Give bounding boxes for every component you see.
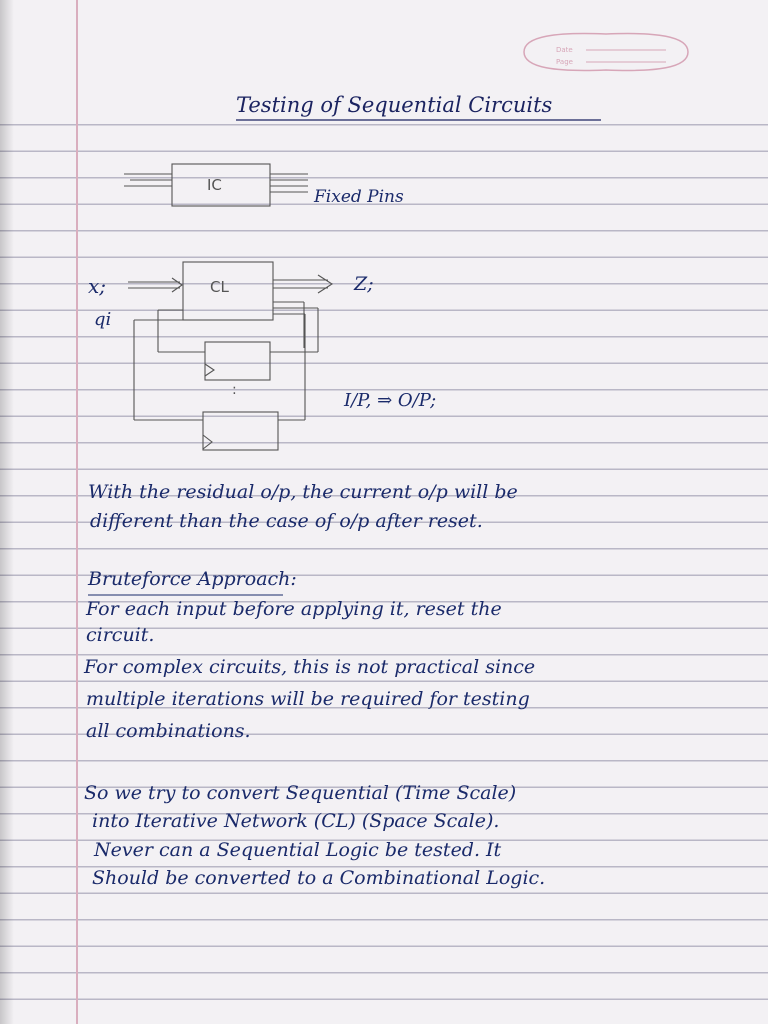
- cl-label: CL: [210, 278, 229, 296]
- paragraph1-line2: different than the case of o/p after reset.: [90, 510, 483, 532]
- stamp-page-label: Page: [556, 58, 573, 66]
- margin-line: [76, 0, 78, 1024]
- paragraph2-line2: circuit.: [86, 624, 155, 646]
- page-binding-shadow: [0, 0, 14, 1024]
- page-title: Testing of Sequential Circuits: [236, 93, 553, 117]
- paragraph3-line2: into Iterative Network (CL) (Space Scale).: [92, 810, 500, 832]
- circuit-drawing: [80, 150, 520, 470]
- title-underline: [236, 116, 606, 124]
- state-label: qi: [94, 309, 112, 330]
- io-relation-label: I/P, ⇒ O/P;: [344, 390, 437, 411]
- paragraph2-line1: For each input before applying it, reset the: [86, 598, 502, 620]
- paragraph2-line3: For complex circuits, this is not practical since: [84, 656, 536, 678]
- paragraph3-line1: So we try to convert Sequential (Time Scale): [84, 782, 517, 804]
- input-label: x;: [88, 274, 107, 298]
- ic-label: IC: [207, 176, 222, 194]
- output-label: Z;: [354, 273, 374, 295]
- paragraph3-line3: Never can a Sequential Logic be tested. It: [94, 839, 502, 861]
- paragraph2-line4: multiple iterations will be required for testing: [86, 688, 530, 710]
- paragraph2-line5: all combinations.: [86, 720, 251, 742]
- more-stages-dots: :: [232, 382, 237, 398]
- paragraph3-line4: Should be converted to a Combinational Logic.: [92, 867, 546, 889]
- circuit-diagram: [80, 150, 520, 470]
- fixed-pins-label: Fixed Pins: [314, 187, 404, 207]
- paragraph1-line1: With the residual o/p, the current o/p will be: [88, 481, 518, 503]
- date-page-stamp-icon: [516, 22, 696, 82]
- stamp-date-label: Date: [556, 46, 573, 54]
- bruteforce-heading: Bruteforce Approach:: [88, 568, 297, 590]
